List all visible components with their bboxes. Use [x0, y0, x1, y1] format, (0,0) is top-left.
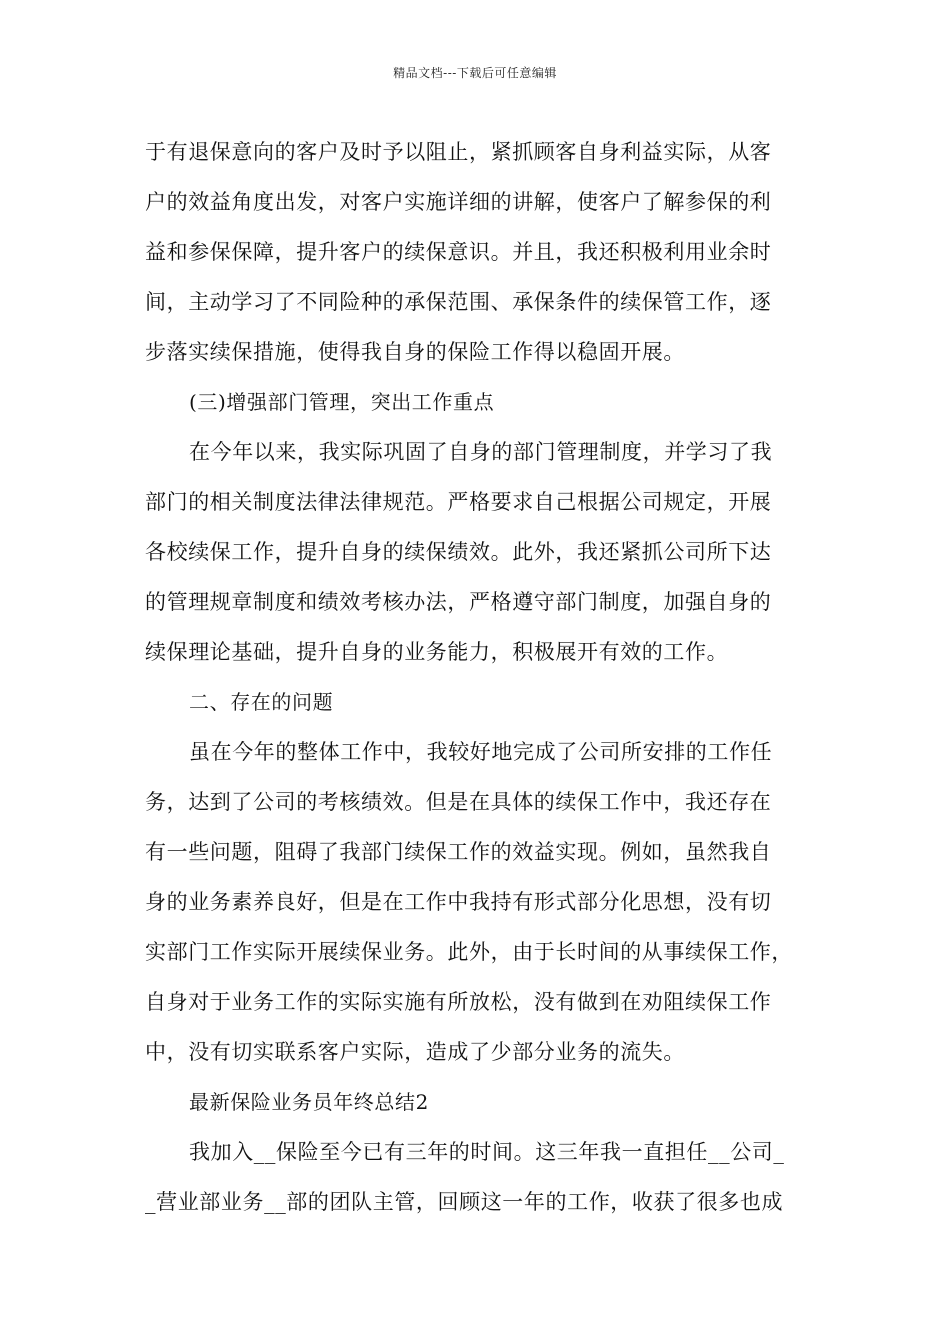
body-line: 部门的相关制度法律法律规范。严格要求自己根据公司规定，开展	[145, 490, 772, 514]
body-line: 我加入__保险至今已有三年的时间。这三年我一直担任__公司_	[189, 1140, 785, 1164]
document-body	[145, 127, 835, 1227]
body-line: 间，主动学习了不同险种的承保范围、承保条件的续保管工作，逐	[145, 290, 772, 314]
section-heading: (三)增强部门管理，突出工作重点	[189, 390, 495, 414]
body-line: 自身对于业务工作的实际实施有所放松，没有做到在劝阻续保工作	[145, 990, 772, 1014]
body-line: 户的效益角度出发，对客户实施详细的讲解，使客户了解参保的利	[145, 190, 772, 214]
body-line: 务，达到了公司的考核绩效。但是在具体的续保工作中，我还存在	[145, 790, 772, 814]
page-header: 精品文档---下载后可任意编辑	[393, 66, 557, 80]
body-line: 中，没有切实联系客户实际，造成了少部分业务的流失。	[145, 1040, 685, 1064]
section-heading: 二、存在的问题	[189, 690, 334, 714]
body-line: 虽在今年的整体工作中，我较好地完成了公司所安排的工作任	[189, 740, 773, 764]
body-line: 步落实续保措施，使得我自身的保险工作得以稳固开展。	[145, 340, 685, 364]
body-line: 的管理规章制度和绩效考核办法，严格遵守部门制度，加强自身的	[145, 590, 772, 614]
body-line: 益和参保保障，提升客户的续保意识。并且，我还积极利用业余时	[145, 240, 772, 264]
document-title: 最新保险业务员年终总结2	[189, 1090, 429, 1114]
body-line: 身的业务素养良好，但是在工作中我持有形式部分化思想，没有切	[145, 890, 772, 914]
body-line: 于有退保意向的客户及时予以阻止，紧抓顾客自身利益实际，从客	[145, 140, 772, 164]
body-line: 实部门工作实际开展续保业务。此外，由于长时间的从事续保工作，	[145, 940, 793, 964]
body-line: 续保理论基础，提升自身的业务能力，积极展开有效的工作。	[145, 640, 729, 664]
body-line: 有一些问题，阻碍了我部门续保工作的效益实现。例如，虽然我自	[145, 840, 772, 864]
body-line: 在今年以来，我实际巩固了自身的部门管理制度，并学习了我	[189, 440, 773, 464]
body-line: _营业部业务__部的团队主管，回顾这一年的工作，收获了很多也成	[145, 1190, 784, 1214]
body-line: 各校续保工作，提升自身的续保绩效。此外，我还紧抓公司所下达	[145, 540, 772, 564]
